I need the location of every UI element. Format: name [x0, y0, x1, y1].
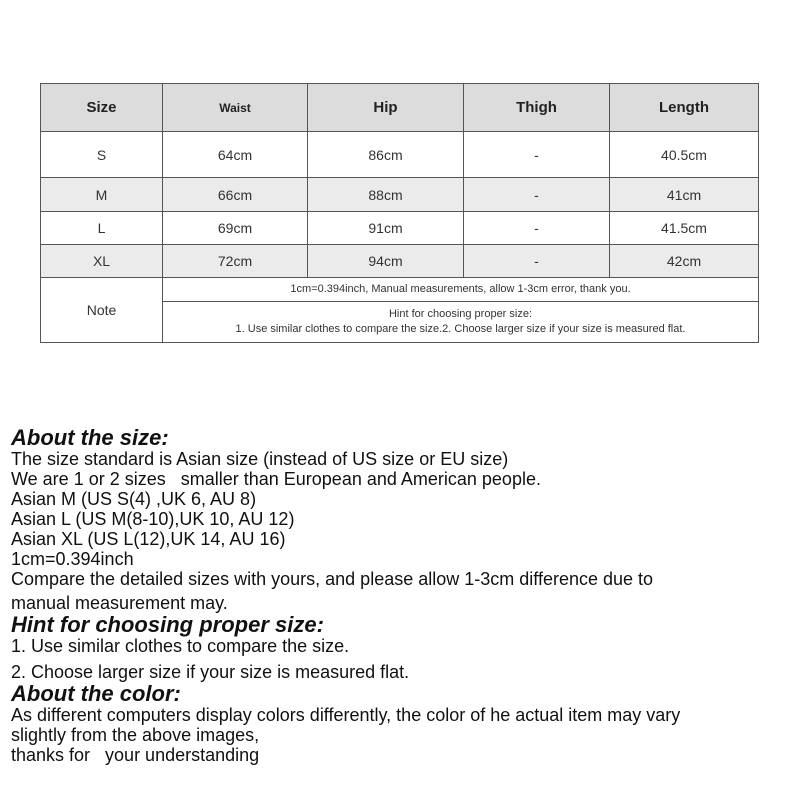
about-size-line: Compare the detailed sizes with yours, and please allow 1-3cm difference due to: [11, 569, 654, 589]
header-hip: Hip: [308, 84, 464, 132]
cell-hip: 91cm: [308, 212, 464, 245]
header-length: Length: [610, 84, 759, 132]
header-waist: Waist: [163, 84, 308, 132]
about-size-line: manual measurement may.: [11, 593, 228, 613]
about-size-line: Asian XL (US L(12),UK 14, AU 16): [11, 529, 286, 549]
cell-size: S: [41, 132, 163, 178]
size-chart-table: [40, 83, 759, 343]
cell-size: XL: [41, 245, 163, 278]
cell-length: 42cm: [610, 245, 759, 278]
cell-length: 40.5cm: [610, 132, 759, 178]
about-color-heading: About the color:: [11, 681, 181, 706]
cell-waist: 66cm: [163, 178, 308, 212]
note-row: [41, 278, 759, 302]
table-row: [41, 132, 759, 178]
about-color-line: As different computers display colors differently, the color of he actual item may vary: [11, 705, 681, 725]
about-size-line: The size standard is Asian size (instead of US size or EU size): [11, 449, 509, 469]
note-label: Note: [41, 278, 163, 343]
cell-size: L: [41, 212, 163, 245]
cell-size: M: [41, 178, 163, 212]
about-size-heading: About the size:: [11, 425, 169, 450]
about-color-line: thanks for your understanding: [11, 745, 260, 765]
cell-hip: 88cm: [308, 178, 464, 212]
note-measurement-text: 1cm=0.394inch, Manual measurements, allow 1-3cm error, thank you.: [163, 278, 759, 302]
header-thigh: Thigh: [464, 84, 610, 132]
note-hint-title: Hint for choosing proper size:: [388, 308, 533, 320]
cell-waist: 72cm: [163, 245, 308, 278]
cell-length: 41cm: [610, 178, 759, 212]
cell-hip: 86cm: [308, 132, 464, 178]
header-size: Size: [41, 84, 163, 132]
size-info-text: [11, 426, 791, 765]
about-size-line: Asian L (US M(8-10),UK 10, AU 12): [11, 509, 295, 529]
cell-length: 41.5cm: [610, 212, 759, 245]
table-header-row: [41, 84, 759, 132]
about-size-line: 1cm=0.394inch: [11, 549, 134, 569]
hint-line: 1. Use similar clothes to compare the size.: [11, 636, 350, 656]
about-color-line: slightly from the above images,: [11, 725, 260, 745]
cell-thigh: -: [464, 245, 610, 278]
cell-hip: 94cm: [308, 245, 464, 278]
about-size-line: We are 1 or 2 sizes smaller than European and American people.: [11, 469, 541, 489]
cell-thigh: -: [464, 132, 610, 178]
table-row: [41, 245, 759, 278]
cell-waist: 64cm: [163, 132, 308, 178]
note-hint-body: 1. Use similar clothes to compare the size.2. Choose larger size if your size is measured flat.: [235, 323, 686, 335]
hint-heading: Hint for choosing proper size:: [11, 612, 324, 637]
about-size-line: Asian M (US S(4) ,UK 6, AU 8): [11, 489, 257, 509]
cell-waist: 69cm: [163, 212, 308, 245]
note-hint-cell: [163, 302, 759, 343]
cell-thigh: -: [464, 212, 610, 245]
cell-thigh: -: [464, 178, 610, 212]
hint-line: 2. Choose larger size if your size is measured flat.: [11, 662, 410, 682]
table-row: [41, 178, 759, 212]
table-row: [41, 212, 759, 245]
